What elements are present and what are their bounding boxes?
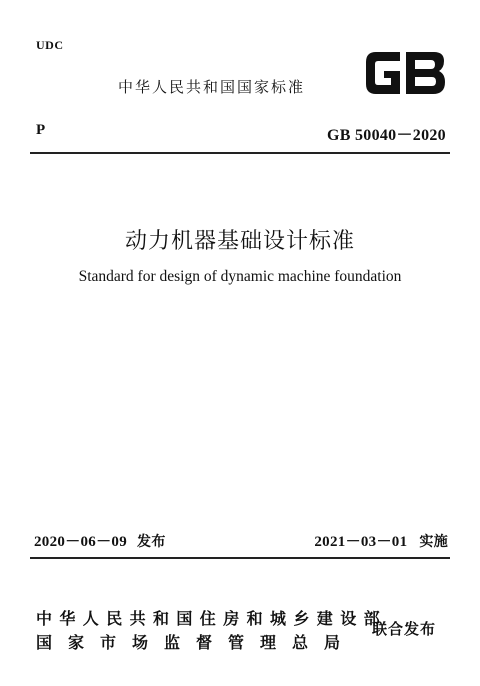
issue-label: 发布: [137, 534, 166, 550]
bottom-divider: [30, 557, 450, 559]
effective-date-block: [314, 530, 448, 551]
national-standard-label: 中华人民共和国国家标准: [118, 78, 306, 96]
publisher-ministry: 中华人民共和国住房和城乡建设部: [36, 609, 388, 628]
effective-label: 实施: [419, 534, 448, 550]
issue-date-block: [34, 530, 166, 551]
gb-logo: [362, 48, 448, 98]
udc-code: UDC: [36, 38, 64, 52]
joint-issue-label: 联合发布: [372, 620, 437, 638]
top-divider: [30, 152, 450, 154]
category-code: P: [36, 122, 46, 138]
effective-date: 2021－03－01: [314, 534, 408, 550]
publisher-administration: 国家市场监督管理总局: [36, 633, 357, 652]
standard-number: GB 50040－2020: [326, 127, 446, 144]
title-chinese: 动力机器基础设计标准: [124, 229, 355, 254]
issue-date: 2020－06－09: [34, 534, 128, 550]
title-english: Standard for design of dynamic machine foundation: [78, 268, 402, 285]
